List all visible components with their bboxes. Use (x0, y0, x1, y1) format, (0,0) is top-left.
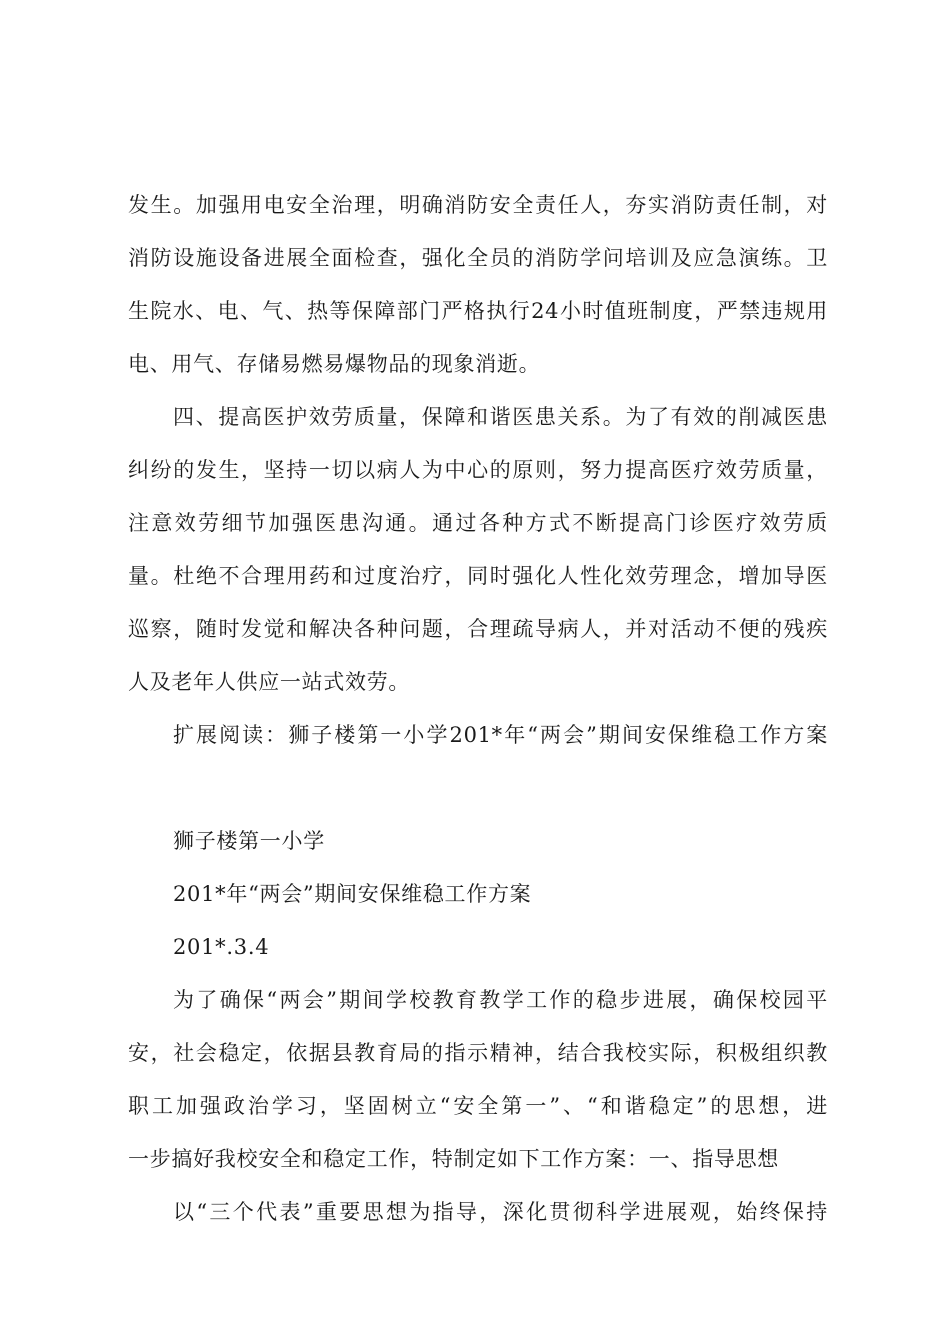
paragraph-line: 电、用气、存储易燃易爆物品的现象消逝。 (128, 352, 541, 376)
paragraph-line: 量。杜绝不合理用药和过度治疗，同时强化人性化效劳理念，增加导医 (128, 564, 828, 588)
paragraph-line: 巡察，随时发觉和解决各种问题，合理疏导病人，并对活动不便的残疾 (128, 617, 828, 641)
extended-reading-line: 扩展阅读：狮子楼第一小学201*年“两会”期间安保维稳工作方案 (173, 723, 828, 747)
plan-title: 201*年“两会”期间安保维稳工作方案 (173, 882, 532, 906)
paragraph-line: 安，社会稳定，依据县教育局的指示精神，结合我校实际，积极组织教 (128, 1041, 828, 1065)
paragraph-line: 为了确保“两会”期间学校教育教学工作的稳步进展，确保校园平 (173, 988, 828, 1012)
paragraph-line: 四、提高医护效劳质量，保障和谐医患关系。为了有效的削减医患 (173, 405, 828, 429)
paragraph-line: 注意效劳细节加强医患沟通。通过各种方式不断提高门诊医疗效劳质 (128, 511, 828, 535)
school-name: 狮子楼第一小学 (173, 829, 325, 853)
paragraph-line: 发生。加强用电安全治理，明确消防安全责任人，夯实消防责任制，对 (128, 193, 828, 217)
paragraph-line: 生院水、电、气、热等保障部门严格执行24小时值班制度，严禁违规用 (128, 299, 828, 323)
paragraph-line: 职工加强政治学习，坚固树立“安全第一”、“和谐稳定”的思想，进 (128, 1094, 828, 1118)
paragraph-line: 以“三个代表”重要思想为指导，深化贯彻科学进展观，始终保持 (173, 1200, 828, 1224)
plan-date: 201*.3.4 (173, 935, 270, 959)
paragraph-line: 人及老年人供应一站式效劳。 (128, 670, 411, 694)
paragraph-line: 消防设施设备进展全面检查，强化全员的消防学问培训及应急演练。卫 (128, 246, 828, 270)
paragraph-line: 一步搞好我校安全和稳定工作，特制定如下工作方案：一、指导思想 (128, 1147, 779, 1171)
paragraph-line: 纠纷的发生，坚持一切以病人为中心的原则，努力提高医疗效劳质量， (128, 458, 828, 482)
